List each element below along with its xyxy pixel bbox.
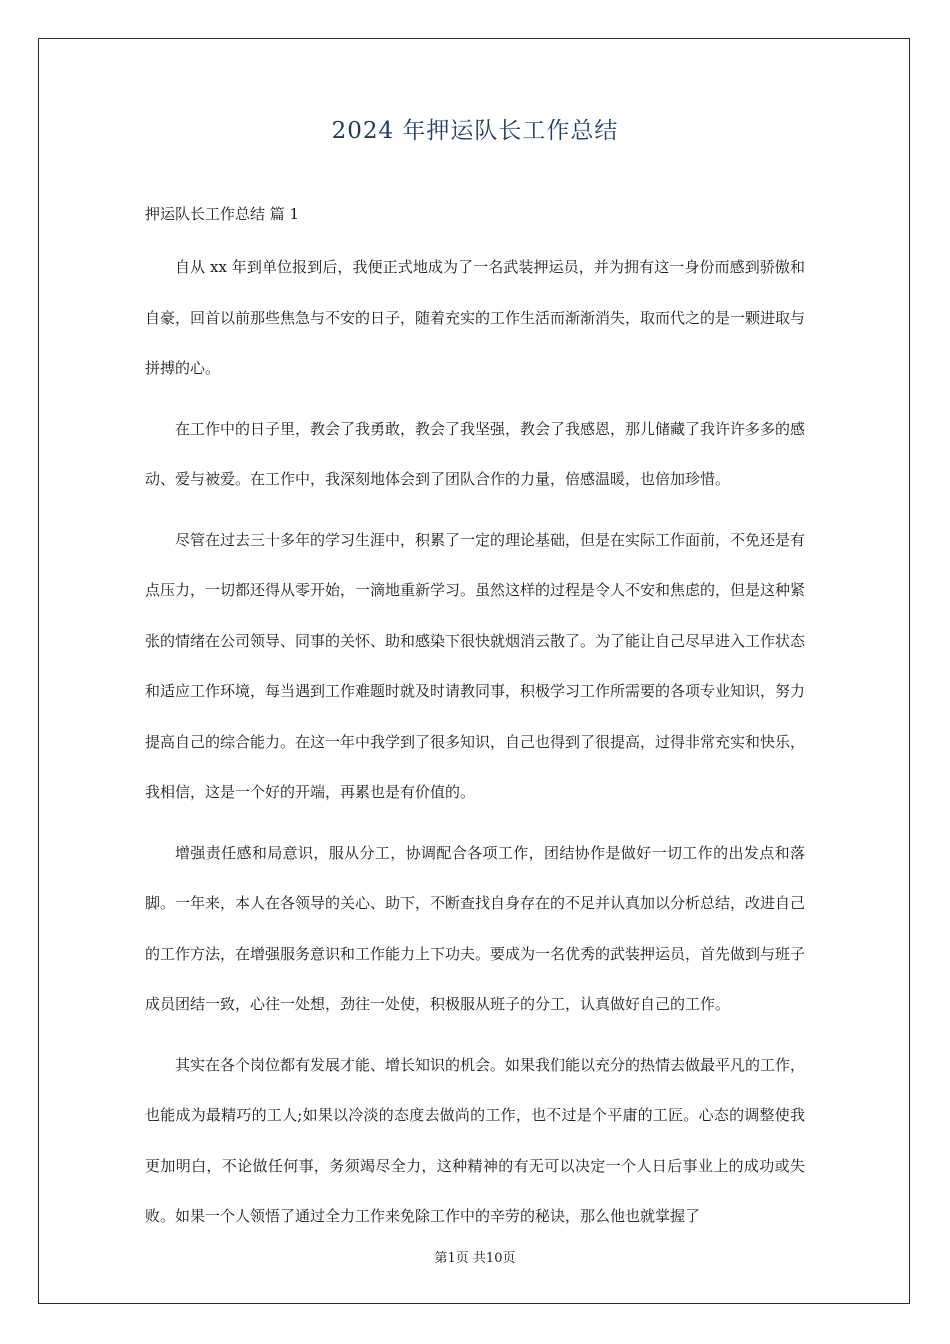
document-title: 2024 年押运队长工作总结 (331, 118, 619, 144)
section-heading: 押运队长工作总结 篇 1 (145, 205, 300, 223)
paragraph-2: 在工作中的日子里，教会了我勇敢，教会了我坚强，教会了我感恩，那儿储藏了我许许多多的感动、爱与被爱。在工作中，我深刻地体会到了团队合作的力量，倍感温暖，也倍加珍惜。 (145, 419, 806, 488)
paragraph-3: 尽管在过去三十多年的学习生涯中，积累了一定的理论基础，但是在实际工作面前，不免还是有点压力，一切都还得从零开始，一滴地重新学习。虽然这样的过程是令人不安和焦虑的，但是这种紧张的情绪在公司领导、同事的关怀、助和感染下很快就烟消云散了。为了能让自己尽早进入工作状态和适应工作环境，每当遇到工作难题时就及时请教同事，积极学习工作所需要的各项专业知识，努力提高自己的综合能力。在这一年中我学到了很多知识，自己也得到了很提高，过得非常充实和快乐，我相信，这是一个好的开端，再累也是有价值的。 (145, 530, 806, 801)
paragraph-4: 增强责任感和局意识，服从分工，协调配合各项工作，团结协作是做好一切工作的出发点和落脚。一年来，本人在各领导的关心、助下，不断查找自身存在的不足并认真加以分析总结，改进自己的工作方法，在增强服务意识和工作能力上下功夫。要成为一名优秀的武装押运员，首先做到与班子成员团结一致，心往一处想，劲往一处使，积极服从班子的分工，认真做好自己的工作。 (145, 843, 806, 1013)
page-number-footer: 第1页 共10页 (434, 1251, 516, 1266)
paragraph-5: 其实在各个岗位都有发展才能、增长知识的机会。如果我们能以充分的热情去做最平凡的工作，也能成为最精巧的工人;如果以冷淡的态度去做尚的工作，也不过是个平庸的工匠。心态的调整使我更加明白，不论做任何事，务须竭尽全力，这种精神的有无可以决定一个人日后事业上的成功或失败。如果一个人领悟了通过全力工作来免除工作中的辛劳的秘诀，那么他也就掌握了 (145, 1055, 806, 1225)
document-body (145, 242, 805, 1252)
paragraph-1: 自从 xx 年到单位报到后，我便正式地成为了一名武装押运员，并为拥有这一身份而感到骄傲和自豪，回首以前那些焦急与不安的日子，随着充实的工作生活而渐渐消失，取而代之的是一颗进取与拼搏的心。 (145, 258, 806, 377)
